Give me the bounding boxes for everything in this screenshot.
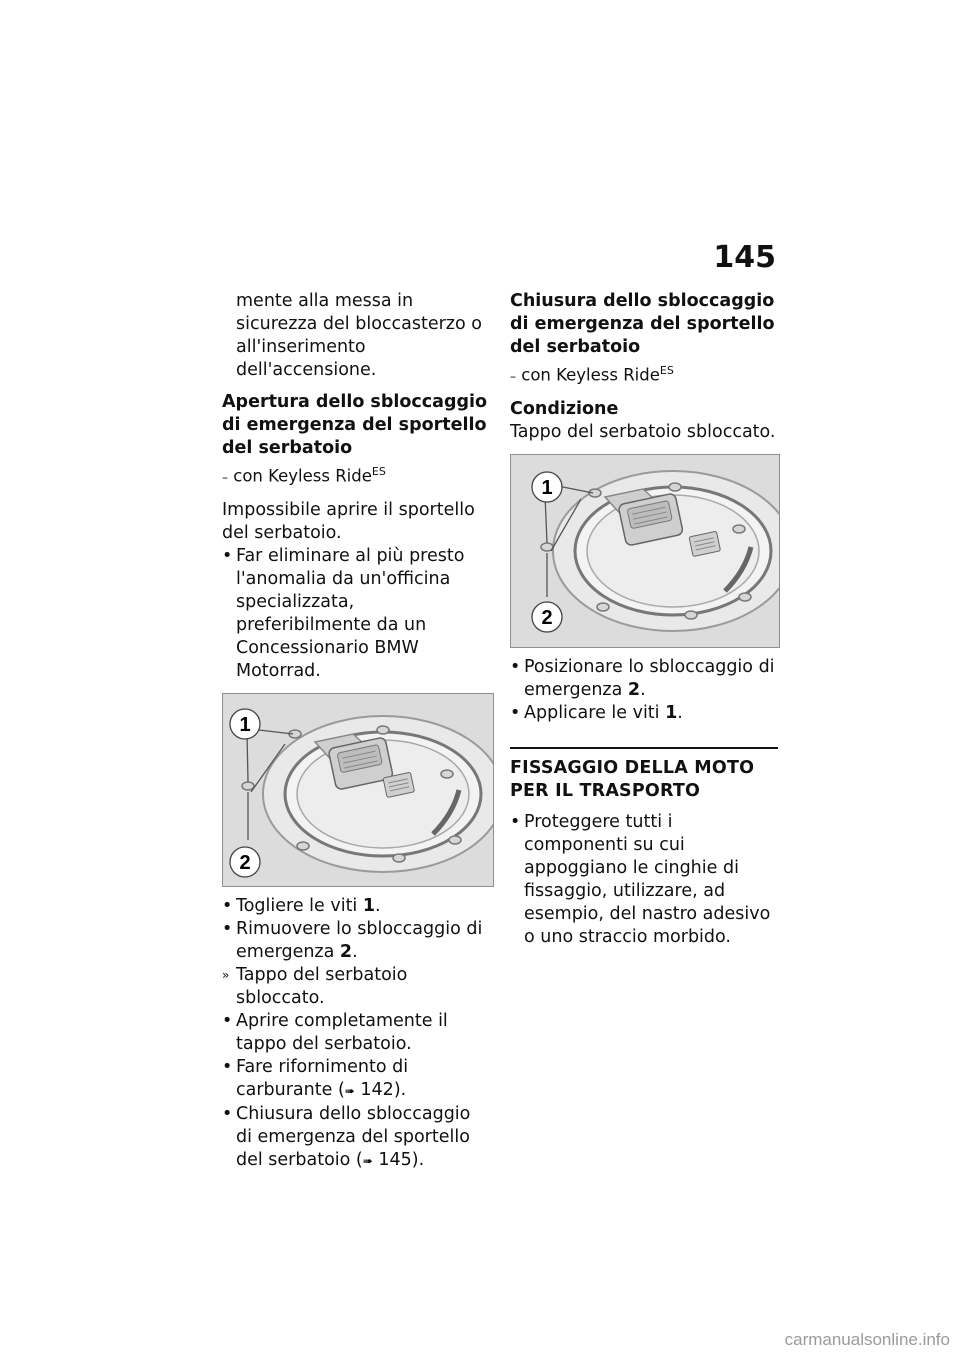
intro-text: Impossibile aprire il sportello del serbatoio. bbox=[222, 499, 475, 543]
condition-sup: ES bbox=[371, 465, 386, 478]
section-heading-closing: Chiusura dello sbloccaggio di emergenza del sportello del serbatoio bbox=[510, 291, 775, 357]
condition-dash: – bbox=[510, 369, 516, 384]
bullet-list-1 bbox=[222, 545, 490, 683]
list-item-end: ). bbox=[393, 1079, 407, 1100]
list-item-text: Tappo del serbatoio sbloccato. bbox=[236, 964, 408, 1008]
list-item bbox=[222, 1103, 490, 1173]
page-ref-arrow-icon: ➠ bbox=[362, 1153, 373, 1168]
fuel-cap-illustration bbox=[511, 455, 779, 647]
continued-text: mente alla messa in sicurezza del bloccasterzo o all'inserimento dell'accensione. bbox=[236, 291, 482, 380]
bullet-marker: • bbox=[222, 918, 233, 939]
page-ref-arrow-icon: ➠ bbox=[344, 1083, 355, 1098]
list-item bbox=[510, 702, 778, 725]
list-item-end: . bbox=[375, 895, 381, 916]
list-item-end: . bbox=[677, 702, 683, 723]
bold-ref: 1 bbox=[665, 702, 678, 723]
right-column bbox=[510, 290, 778, 949]
bullet-marker: • bbox=[222, 1056, 233, 1077]
list-item bbox=[510, 811, 778, 949]
condition-heading: Condizione bbox=[510, 398, 619, 419]
bullet-marker: • bbox=[510, 656, 521, 677]
list-item-text: Posizionare lo sbloccaggio di emergenza bbox=[524, 656, 775, 700]
bullet-marker: • bbox=[510, 811, 521, 832]
fuel-cap-illustration bbox=[223, 694, 493, 886]
list-item bbox=[222, 918, 490, 964]
condition-keyless-ride bbox=[510, 359, 778, 389]
list-item bbox=[222, 545, 490, 683]
list-item-text: Proteggere tutti i componenti su cui appoggiano le cinghie di fissaggio, utilizzare, ad esempio, del nastro adesivo o uno straccio morbido. bbox=[524, 811, 771, 947]
list-item-text: Rimuovere lo sbloccaggio di emergenza bbox=[236, 918, 483, 962]
page-ref-link[interactable]: 145 bbox=[372, 1149, 412, 1170]
list-item bbox=[222, 895, 490, 918]
callout-2: 2 bbox=[541, 606, 553, 629]
list-item bbox=[510, 656, 778, 702]
list-item-text: Togliere le viti bbox=[236, 895, 363, 916]
list-item-text: Applicare le viti bbox=[524, 702, 666, 723]
list-item-text: Aprire completamente il tappo del serbatoio. bbox=[236, 1010, 448, 1054]
callout-2: 2 bbox=[239, 851, 251, 874]
page-ref-link[interactable]: 142 bbox=[354, 1079, 394, 1100]
condition-keyless-ride bbox=[222, 460, 490, 490]
fuel-cap-figure bbox=[510, 454, 780, 648]
steps-list-right bbox=[510, 656, 778, 725]
section-divider bbox=[510, 747, 778, 749]
condition-dash: – bbox=[222, 470, 228, 485]
result-marker: » bbox=[222, 967, 230, 982]
left-column bbox=[222, 290, 490, 1173]
callout-1: 1 bbox=[239, 713, 251, 736]
page-number: 145 bbox=[713, 240, 776, 275]
footer-watermark: carmanualsonline.info bbox=[784, 1330, 950, 1349]
fuel-cap-figure bbox=[222, 693, 494, 887]
list-item-text: Fare rifornimento di carburante ( bbox=[236, 1056, 409, 1100]
steps-list-left bbox=[222, 895, 490, 1173]
bullet-marker: • bbox=[222, 895, 233, 916]
section-heading-opening: Apertura dello sbloccaggio di emergenza del sportello del serbatoio bbox=[222, 392, 488, 458]
condition-description: Tappo del serbatoio sbloccato. bbox=[510, 421, 776, 442]
transport-list bbox=[510, 811, 778, 949]
list-item bbox=[222, 964, 490, 1010]
list-item bbox=[222, 1056, 490, 1103]
list-item-end: . bbox=[352, 941, 358, 962]
list-item-text: Far eliminare al più presto l'anomalia da un'officina specializzata, preferibilmente da un Concessionario BMW Motorrad. bbox=[236, 545, 465, 681]
callout-1: 1 bbox=[541, 476, 553, 499]
bullet-marker: • bbox=[222, 545, 233, 566]
bold-ref: 1 bbox=[362, 895, 376, 916]
bold-ref: 2 bbox=[627, 679, 641, 700]
list-item-end: ). bbox=[411, 1149, 425, 1170]
condition-sup: ES bbox=[659, 364, 674, 377]
list-item-end: . bbox=[640, 679, 646, 700]
list-item bbox=[222, 1010, 490, 1056]
bullet-marker: • bbox=[222, 1103, 233, 1124]
section-title-transport: FISSAGGIO DELLA MOTO PER IL TRASPORTO bbox=[510, 757, 755, 801]
condition-text: con Keyless Ride bbox=[233, 466, 372, 486]
bullet-marker: • bbox=[510, 702, 521, 723]
bold-ref: 2 bbox=[339, 941, 353, 962]
list-item-text: Chiusura dello sbloccaggio di emergenza del sportello del serbatoio ( bbox=[236, 1103, 471, 1170]
condition-text: con Keyless Ride bbox=[521, 365, 660, 385]
bullet-marker: • bbox=[222, 1010, 233, 1031]
